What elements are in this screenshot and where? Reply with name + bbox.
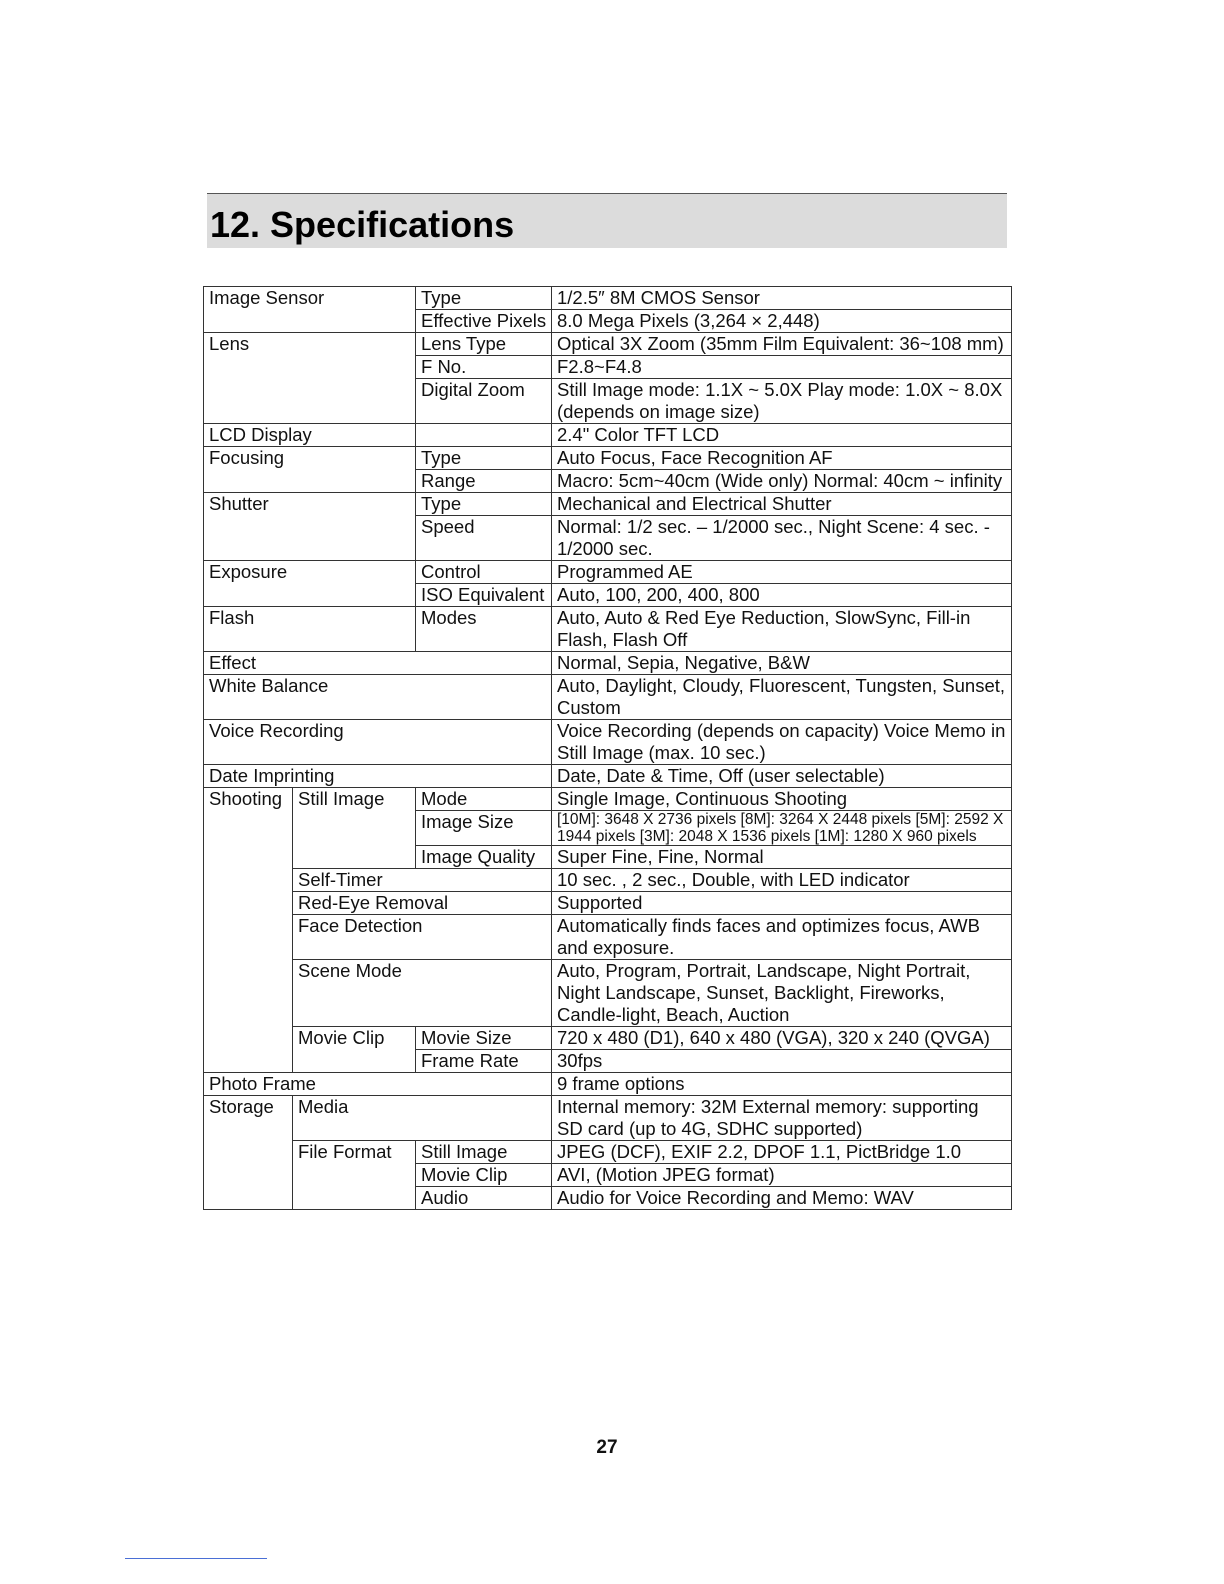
spec-value: F2.8~F4.8 <box>552 356 1012 379</box>
table-row <box>204 424 1012 447</box>
spec-value: Supported <box>552 892 1012 915</box>
spec-value: Auto, Program, Portrait, Landscape, Night Portrait, Night Landscape, Sunset, Backlight, Fireworks, Candle-light, Beach, Auction <box>552 960 1012 1027</box>
spec-value: Auto, Daylight, Cloudy, Fluorescent, Tungsten, Sunset, Custom <box>552 675 1012 720</box>
spec-value: Normal: 1/2 sec. – 1/2000 sec., Night Scene: 4 sec. - 1/2000 sec. <box>552 516 1012 561</box>
table-row <box>204 561 1012 584</box>
spec-sublabel: Mode <box>416 788 552 811</box>
spec-sublabel: Digital Zoom <box>416 379 552 424</box>
spec-value: 30fps <box>552 1050 1012 1073</box>
spec-sublabel: Movie Size <box>416 1027 552 1050</box>
spec-category: Photo Frame <box>204 1073 552 1096</box>
spec-value: 10 sec. , 2 sec., Double, with LED indicator <box>552 869 1012 892</box>
spec-subcategory: Self-Timer <box>293 869 552 892</box>
table-row <box>204 1073 1012 1096</box>
spec-value: Optical 3X Zoom (35mm Film Equivalent: 36~108 mm) <box>552 333 1012 356</box>
spec-subcategory: File Format <box>293 1141 416 1210</box>
spec-category: Lens <box>204 333 416 424</box>
spec-subcategory: Face Detection <box>293 915 552 960</box>
spec-value: Programmed AE <box>552 561 1012 584</box>
spec-subcategory: Still Image <box>293 788 416 869</box>
spec-category: Voice Recording <box>204 720 552 765</box>
spec-value: Macro: 5cm~40cm (Wide only) Normal: 40cm ~ infinity <box>552 470 1012 493</box>
page-number: 27 <box>596 1437 618 1458</box>
spec-value: Date, Date & Time, Off (user selectable) <box>552 765 1012 788</box>
table-row <box>204 287 1012 310</box>
spec-sublabel: Movie Clip <box>416 1164 552 1187</box>
spec-value: Internal memory: 32M External memory: supporting SD card (up to 4G, SDHC supported) <box>552 1096 1012 1141</box>
spec-value: JPEG (DCF), EXIF 2.2, DPOF 1.1, PictBridge 1.0 <box>552 1141 1012 1164</box>
table-row <box>204 447 1012 470</box>
footer-link-underline <box>125 1558 267 1559</box>
spec-subcategory: Scene Mode <box>293 960 552 1027</box>
table-row <box>204 333 1012 356</box>
table-row <box>204 1141 1012 1164</box>
spec-sublabel: Speed <box>416 516 552 561</box>
spec-category: White Balance <box>204 675 552 720</box>
spec-sublabel: Lens Type <box>416 333 552 356</box>
table-row <box>204 607 1012 652</box>
spec-category: Exposure <box>204 561 416 607</box>
spec-sublabel: Image Size <box>416 811 552 846</box>
spec-value: Single Image, Continuous Shooting <box>552 788 1012 811</box>
spec-sublabel: Image Quality <box>416 846 552 869</box>
spec-category: Storage <box>204 1096 293 1210</box>
spec-subcategory: Red-Eye Removal <box>293 892 552 915</box>
spec-value: Still Image mode: 1.1X ~ 5.0X Play mode: 1.0X ~ 8.0X (depends on image size) <box>552 379 1012 424</box>
spec-category: Focusing <box>204 447 416 493</box>
spec-category: Date Imprinting <box>204 765 552 788</box>
spec-category: Image Sensor <box>204 287 416 333</box>
spec-value: 2.4" Color TFT LCD <box>552 424 1012 447</box>
spec-value: Auto, Auto & Red Eye Reduction, SlowSync, Fill-in Flash, Flash Off <box>552 607 1012 652</box>
spec-value: 1/2.5″ 8M CMOS Sensor <box>552 287 1012 310</box>
table-row <box>204 915 1012 960</box>
spec-value: [10M]: 3648 X 2736 pixels [8M]: 3264 X 2448 pixels [5M]: 2592 X 1944 pixels [3M]: 2048 X 1536 pixels [1M]: 1280 X 960 pixels <box>552 811 1012 846</box>
spec-value: Audio for Voice Recording and Memo: WAV <box>552 1187 1012 1210</box>
spec-sublabel: ISO Equivalent <box>416 584 552 607</box>
spec-value: AVI, (Motion JPEG format) <box>552 1164 1012 1187</box>
spec-sublabel-empty <box>416 424 552 447</box>
spec-value: 9 frame options <box>552 1073 1012 1096</box>
section-heading: 12. Specifications <box>210 204 515 245</box>
table-row <box>204 1096 1012 1141</box>
spec-value: Auto, 100, 200, 400, 800 <box>552 584 1012 607</box>
spec-sublabel: Modes <box>416 607 552 652</box>
spec-value: Normal, Sepia, Negative, B&W <box>552 652 1012 675</box>
spec-sublabel: Type <box>416 493 552 516</box>
table-row <box>204 960 1012 1027</box>
spec-value: Automatically finds faces and optimizes focus, AWB and exposure. <box>552 915 1012 960</box>
spec-sublabel: F No. <box>416 356 552 379</box>
spec-category: Shooting <box>204 788 293 1073</box>
spec-value: 720 x 480 (D1), 640 x 480 (VGA), 320 x 240 (QVGA) <box>552 1027 1012 1050</box>
table-row <box>204 1027 1012 1050</box>
spec-sublabel: Type <box>416 287 552 310</box>
table-row <box>204 493 1012 516</box>
table-row <box>204 788 1012 811</box>
table-row <box>204 675 1012 720</box>
spec-category: Effect <box>204 652 552 675</box>
spec-value: Auto Focus, Face Recognition AF <box>552 447 1012 470</box>
spec-sublabel: Audio <box>416 1187 552 1210</box>
specifications-table <box>203 286 1012 1210</box>
table-row <box>204 720 1012 765</box>
spec-category: Flash <box>204 607 416 652</box>
spec-value: Super Fine, Fine, Normal <box>552 846 1012 869</box>
spec-category: Shutter <box>204 493 416 561</box>
spec-subcategory: Movie Clip <box>293 1027 416 1073</box>
table-row <box>204 892 1012 915</box>
spec-sublabel: Frame Rate <box>416 1050 552 1073</box>
spec-category: LCD Display <box>204 424 416 447</box>
spec-sublabel: Still Image <box>416 1141 552 1164</box>
spec-sublabel: Control <box>416 561 552 584</box>
spec-sublabel: Range <box>416 470 552 493</box>
table-row <box>204 869 1012 892</box>
table-row <box>204 652 1012 675</box>
spec-value: Mechanical and Electrical Shutter <box>552 493 1012 516</box>
spec-sublabel: Effective Pixels <box>416 310 552 333</box>
spec-subcategory: Media <box>293 1096 552 1141</box>
section-heading-bar <box>207 194 1007 248</box>
table-row <box>204 765 1012 788</box>
spec-sublabel: Type <box>416 447 552 470</box>
spec-value: 8.0 Mega Pixels (3,264 × 2,448) <box>552 310 1012 333</box>
spec-value: Voice Recording (depends on capacity) Voice Memo in Still Image (max. 10 sec.) <box>552 720 1012 765</box>
